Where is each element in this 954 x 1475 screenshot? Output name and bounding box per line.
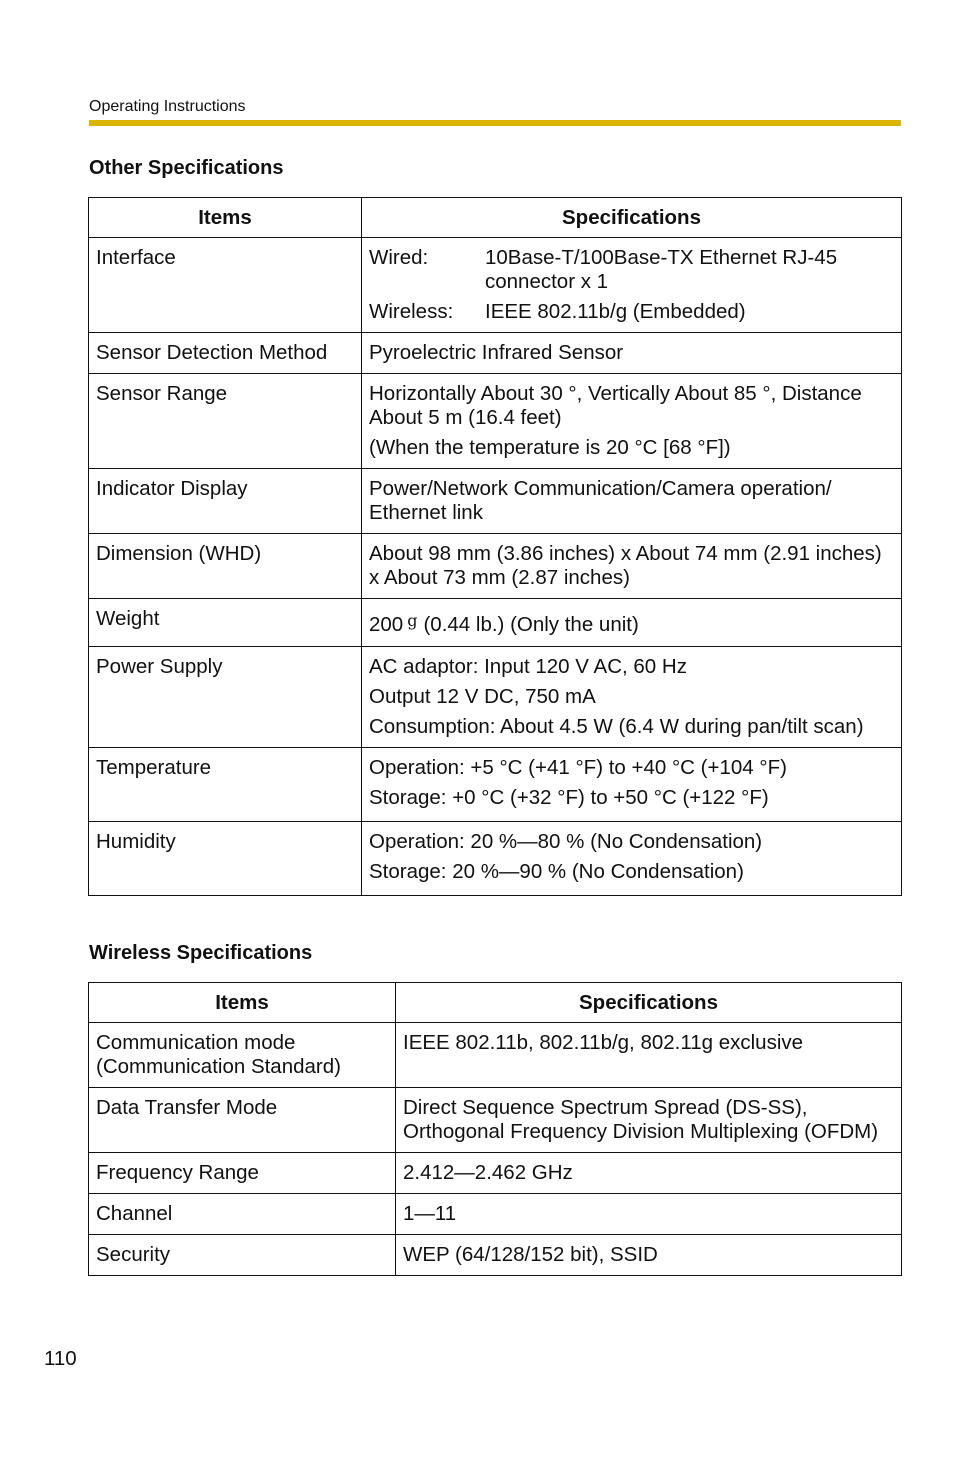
weight-value: 200: [369, 613, 404, 636]
item-cell: Sensor Range: [89, 374, 362, 469]
spec-cell: [362, 238, 902, 333]
spec-line: Consumption: About 4.5 W (6.4 W during pan/tilt scan): [369, 715, 864, 738]
spec-cell: Direct Sequence Spectrum Spread (DS-SS), Orthogonal Frequency Division Multiplexing (OFDM): [396, 1088, 902, 1153]
spec-cell: IEEE 802.11b, 802.11b/g, 802.11g exclusive: [396, 1023, 902, 1088]
table-row: [89, 748, 902, 822]
spec-line: Horizontally About 30 °, Vertically About 85 °, Distance About 5 m (16.4 feet): [369, 382, 862, 429]
item-cell: Indicator Display: [89, 469, 362, 534]
header-rule: [89, 120, 901, 126]
item-cell: Security: [89, 1235, 396, 1276]
other-specifications-table: [88, 197, 902, 896]
table-row: [89, 599, 902, 647]
wireless-specifications-table: [88, 982, 902, 1276]
spec-cell: [362, 822, 902, 896]
spec-line: Storage: +0 °C (+32 °F) to +50 °C (+122 °F): [369, 786, 769, 809]
interface-wireless: [369, 300, 894, 324]
spec-line: (When the temperature is 20 °C [68 °F]): [369, 436, 731, 459]
spec-line: Storage: 20 %—90 % (No Condensation): [369, 860, 744, 883]
table-row: [89, 238, 902, 333]
spec-cell: 1—11: [396, 1194, 902, 1235]
item-cell: Frequency Range: [89, 1153, 396, 1194]
item-cell: Dimension (WHD): [89, 534, 362, 599]
wired-label: Wired:: [369, 246, 429, 269]
column-header-items: Items: [89, 198, 362, 238]
wired-value: 10Base-T/100Base-TX Ethernet RJ-45 connector x 1: [485, 246, 838, 293]
column-header-specifications: Specifications: [362, 198, 902, 238]
spec-cell: [362, 599, 902, 647]
table-row: [89, 1194, 902, 1235]
item-cell: Communication mode (Communication Standard): [89, 1023, 396, 1088]
spec-cell: [362, 534, 902, 599]
interface-wired: [369, 246, 894, 294]
item-cell: Channel: [89, 1194, 396, 1235]
spec-cell: [362, 374, 902, 469]
page-number: 110: [44, 1347, 77, 1370]
spec-cell: [362, 469, 902, 534]
table-row: [89, 534, 902, 599]
weight-detail: (0.44 lb.) (Only the unit): [423, 613, 639, 636]
item-cell: Interface: [89, 238, 362, 333]
table-header-row: [89, 983, 902, 1023]
table-row: [89, 469, 902, 534]
spec-line: Power/Network Communication/Camera operation/ Ethernet link: [369, 477, 832, 524]
wireless-value: IEEE 802.11b/g (Embedded): [485, 300, 746, 323]
item-cell: Temperature: [89, 748, 362, 822]
spec-cell: WEP (64/128/152 bit), SSID: [396, 1235, 902, 1276]
table-row: [89, 1023, 902, 1088]
running-header: Operating Instructions: [89, 98, 246, 115]
spec-line: Operation: 20 %—80 % (No Condensation): [369, 830, 763, 853]
spec-cell: [362, 647, 902, 748]
table-row: [89, 1235, 902, 1276]
table-row: [89, 333, 902, 374]
spec-line: About 98 mm (3.86 inches) x About 74 mm (2.91 inches) x About 73 mm (2.87 inches): [369, 542, 882, 589]
wireless-label: Wireless:: [369, 300, 454, 323]
item-cell: Sensor Detection Method: [89, 333, 362, 374]
table-header-row: [89, 198, 902, 238]
table-row: [89, 1153, 902, 1194]
wireless-specifications-title: Wireless Specifications: [89, 942, 313, 964]
spec-line: Operation: +5 °C (+41 °F) to +40 °C (+104 °F): [369, 756, 787, 779]
column-header-specifications: Specifications: [396, 983, 902, 1023]
spec-line: Pyroelectric Infrared Sensor: [369, 341, 624, 364]
table-row: [89, 374, 902, 469]
item-cell: Weight: [89, 599, 362, 647]
spec-cell: [362, 333, 902, 374]
weight-unit: g: [407, 611, 418, 630]
item-cell: Humidity: [89, 822, 362, 896]
spec-line: Output 12 V DC, 750 mA: [369, 685, 596, 708]
item-cell: Power Supply: [89, 647, 362, 748]
spec-cell: [362, 748, 902, 822]
other-specifications-title: Other Specifications: [89, 157, 284, 179]
table-row: [89, 822, 902, 896]
spec-cell: 2.412—2.462 GHz: [396, 1153, 902, 1194]
spec-line: AC adaptor: Input 120 V AC, 60 Hz: [369, 655, 687, 678]
item-cell: Data Transfer Mode: [89, 1088, 396, 1153]
column-header-items: Items: [89, 983, 396, 1023]
table-row: [89, 647, 902, 748]
table-row: [89, 1088, 902, 1153]
